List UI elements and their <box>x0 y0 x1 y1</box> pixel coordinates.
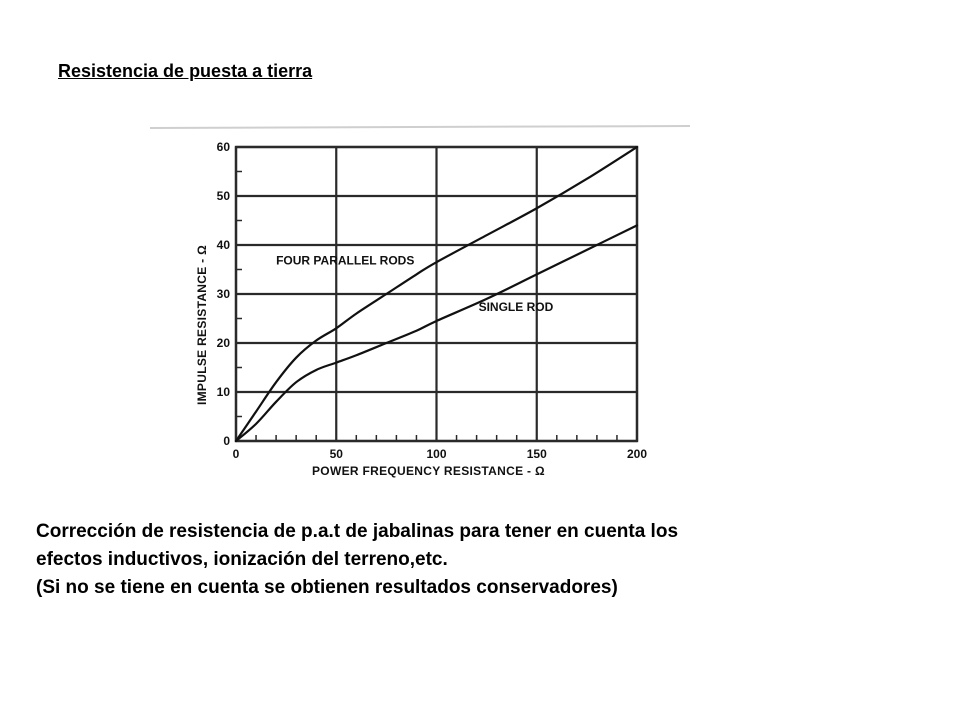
y-tick-label-0: 0 <box>223 434 230 448</box>
caption-line-3: (Si no se tiene en cuenta se obtienen resultados conservadores) <box>36 577 618 598</box>
series-label-single-rod: SINGLE ROD <box>478 300 554 315</box>
caption <box>36 518 936 602</box>
scan-rule-line <box>150 126 690 128</box>
y-axis-title: IMPULSE RESISTANCE - Ω <box>195 244 209 405</box>
y-tick-label-20: 20 <box>216 336 230 350</box>
x-tick-label-100: 100 <box>426 447 447 461</box>
x-axis-title: POWER FREQUENCY RESISTANCE - Ω <box>312 464 545 478</box>
page-title: Resistencia de puesta a tierra <box>58 61 313 81</box>
y-tick-label-30: 30 <box>216 287 230 301</box>
grid-layer <box>236 147 637 441</box>
caption-line-1: Corrección de resistencia de p.a.t de jabalinas para tener en cuenta los <box>36 521 679 542</box>
y-tick-label-10: 10 <box>216 385 230 399</box>
y-tick-label-50: 50 <box>216 189 230 203</box>
x-tick-label-0: 0 <box>232 447 240 461</box>
x-tick-label-50: 50 <box>329 447 343 461</box>
series-label-four-parallel-rods: FOUR PARALLEL RODS <box>276 253 415 268</box>
caption-line-2: efectos inductivos, ionización del terreno,etc. <box>36 549 448 570</box>
y-tick-label-60: 60 <box>216 140 230 154</box>
y-tick-label-40: 40 <box>216 238 230 252</box>
tick-layer <box>217 140 648 461</box>
x-tick-label-200: 200 <box>626 447 648 461</box>
x-tick-label-150: 150 <box>526 447 547 461</box>
